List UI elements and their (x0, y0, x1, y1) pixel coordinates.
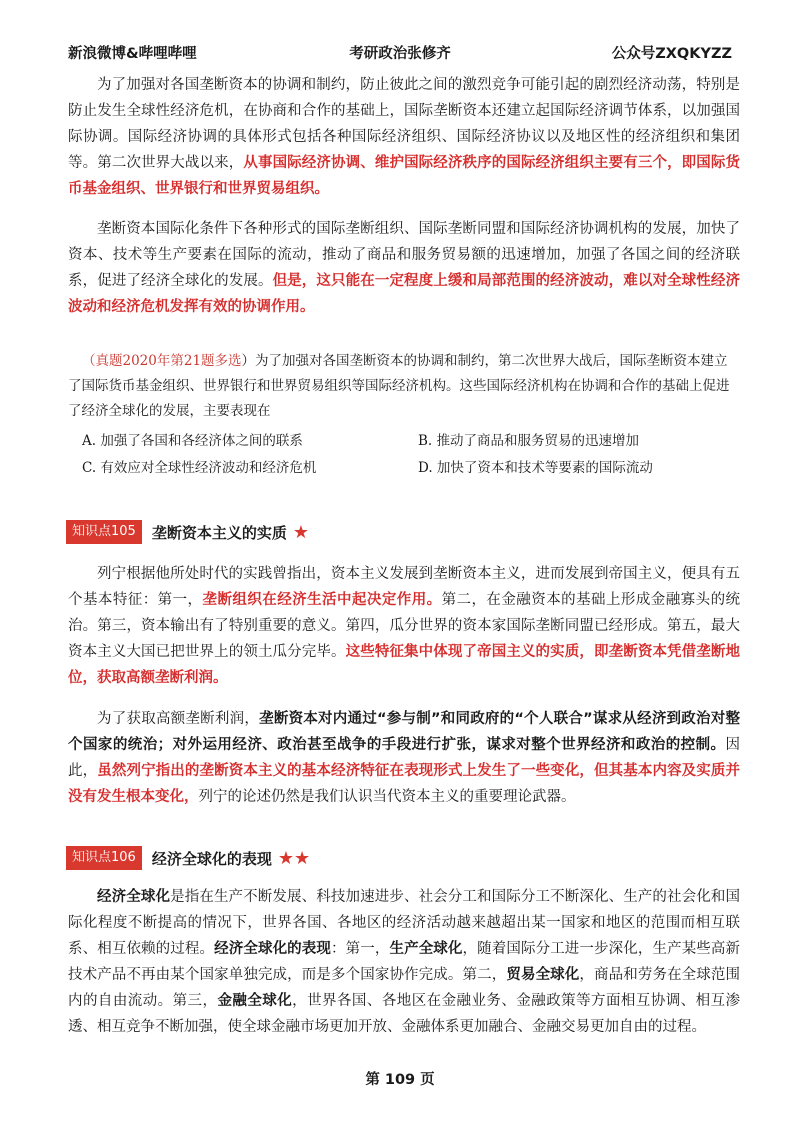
p5-bold-2: 经济全球化的表现 (214, 941, 332, 957)
option-b: B. 推动了商品和服务贸易的迅速增加 (418, 433, 640, 449)
kp105-title: 垄断资本主义的实质 (151, 523, 287, 542)
p3-highlight-1: 垄断组织在经济生活中起决定作用。 (202, 592, 442, 608)
paragraph-limits (68, 216, 740, 320)
question-text: ）为了加强对各国垄断资本的协调和制约，第二次世界大战后，国际垄断资本建立了国际货币基金组织、世界银行和世界贸易组织等国际经济机构。这些国际经济机构在协调和合作的基础上促进了经济全球化的发展，主要表现在 (68, 353, 730, 419)
paragraph-monopoly-profit (68, 706, 740, 810)
p4-highlight-1: 虽然列宁指出的垄断资本主义的基本经济特征在表现形式上发生了一些变化，但其基本内容及实质并没有发生根本变化， (68, 763, 741, 805)
paragraph-globalization (68, 884, 740, 1040)
p4-text-2: 因此， (68, 737, 740, 779)
star-icon: ★★ (277, 847, 311, 869)
option-d: D. 加快了资本和技术等要素的国际流动 (418, 460, 653, 476)
p5-bold-5: 金融全球化 (217, 993, 293, 1009)
header-center: 考研政治张修齐 (349, 46, 451, 62)
exam-question (68, 349, 730, 424)
p4-text-3: 列宁的论述仍然是我们认识当代资本主义的重要理论武器。 (198, 789, 576, 805)
p5-text-4: ，商品和劳务在全球范围内的自由流动。第三， (68, 967, 741, 1009)
p5-bold-1: 经济全球化 (97, 889, 171, 905)
p5-bold-3: 生产全球化 (389, 941, 463, 957)
p2-text: 垄断资本国际化条件下各种形式的国际垄断组织、国际垄断同盟和国际经济协调机构的发展，加快了资本、技术等生产要素在国际的流动，推动了商品和服务贸易额的迅速增加，加强了各国之间的经济联系，促进了经济全球化的发展。 (68, 221, 740, 289)
p5-text-3: ，随着国际分工进一步深化，生产某些高新技术产品不再由某个国家单独完成，而是多个国家协作完成。第二， (68, 941, 741, 983)
paragraph-international-coordination (68, 72, 740, 202)
p5-text-1: 是指在生产不断发展、科技加速进步、社会分工和国际分工不断深化、生产的社会化和国际化程度不断提高的情况下，世界各国、各地区的经济活动越来越超出某一国家和地区的范围而相互联系、相互依赖的过程。 (68, 889, 741, 957)
question-open-paren: （ (82, 353, 96, 369)
p1-text: 为了加强对各国垄断资本的协调和制约，防止彼此之间的激烈竞争可能引起的剧烈经济动荡，特别是防止发生全球性经济危机，在协商和合作的基础上，国际垄断资本还建立起国际经济调节体系，以加强国际协调。国际经济协调的具体形式包括各种国际经济组织、国际经济协议以及地区性的经济组织和集团等。第二次世界大战以来， (68, 77, 740, 171)
kp106-badge: 知识点106 (66, 846, 142, 870)
p5-text-5: ，世界各国、各地区在金融业务、金融政策等方面相互协调、相互渗透、相互竞争不断加强，使全球金融市场更加开放、金融体系更加融合、金融交易更加自由的过程。 (68, 993, 741, 1035)
option-c: C. 有效应对全球性经济波动和经济危机 (82, 460, 317, 476)
p3-highlight-2: 这些特征集中体现了帝国主义的实质，即垄断资本凭借垄断地位，获取高额垄断利润。 (68, 644, 740, 686)
p3-text-2: 第二，在金融资本的基础上形成金融寡头的统治。第三，资本输出有了特别重要的意义。第四，瓜分世界的资本家国际垄断同盟已经形成。第五，最大资本主义大国已把世界上的领土瓜分完毕。 (68, 592, 741, 660)
header-left: 新浪微博&哔哩哔哩 (68, 46, 197, 62)
knowledge-point-105 (66, 520, 309, 546)
page-header (68, 42, 732, 66)
paragraph-lenin-features (68, 561, 740, 691)
star-icon: ★ (292, 521, 309, 543)
kp106-title: 经济全球化的表现 (151, 849, 272, 868)
kp105-badge: 知识点105 (66, 520, 142, 544)
page-number: 第 109 页 (365, 1072, 435, 1088)
p2-highlight: 但是，这只能在一定程度上缓和局部范围的经济波动，难以对全球性经济波动和经济危机发挥有效的协调作用。 (68, 273, 741, 315)
p3-text-1: 列宁根据他所处时代的实践曾指出，资本主义发展到垄断资本主义，进而发展到帝国主义，便具有五个基本特征：第一， (68, 566, 740, 608)
header-right: 公众号ZXQKYZZ (611, 46, 732, 62)
p1-highlight: 从事国际经济协调、维护国际经济秩序的国际经济组织主要有三个，即国际货币基金组织、世界银行和世界贸易组织。 (68, 155, 741, 197)
knowledge-point-106 (66, 846, 310, 872)
p5-bold-4: 贸易全球化 (506, 967, 580, 983)
option-a: A. 加强了各国和各经济体之间的联系 (82, 433, 303, 449)
question-tag: 真题2020年第21题多选 (95, 353, 242, 369)
p4-bold-1: 垄断资本对内通过“参与制”和同政府的“个人联合”谋求从经济到政治对整个国家的统治；对外运用经济、政治甚至战争的手段进行扩张，谋求对整个世界经济和政治的控制。 (68, 711, 740, 753)
p4-text-1: 为了获取高额垄断利润， (97, 711, 260, 727)
p5-text-2: ：第一， (331, 941, 390, 957)
